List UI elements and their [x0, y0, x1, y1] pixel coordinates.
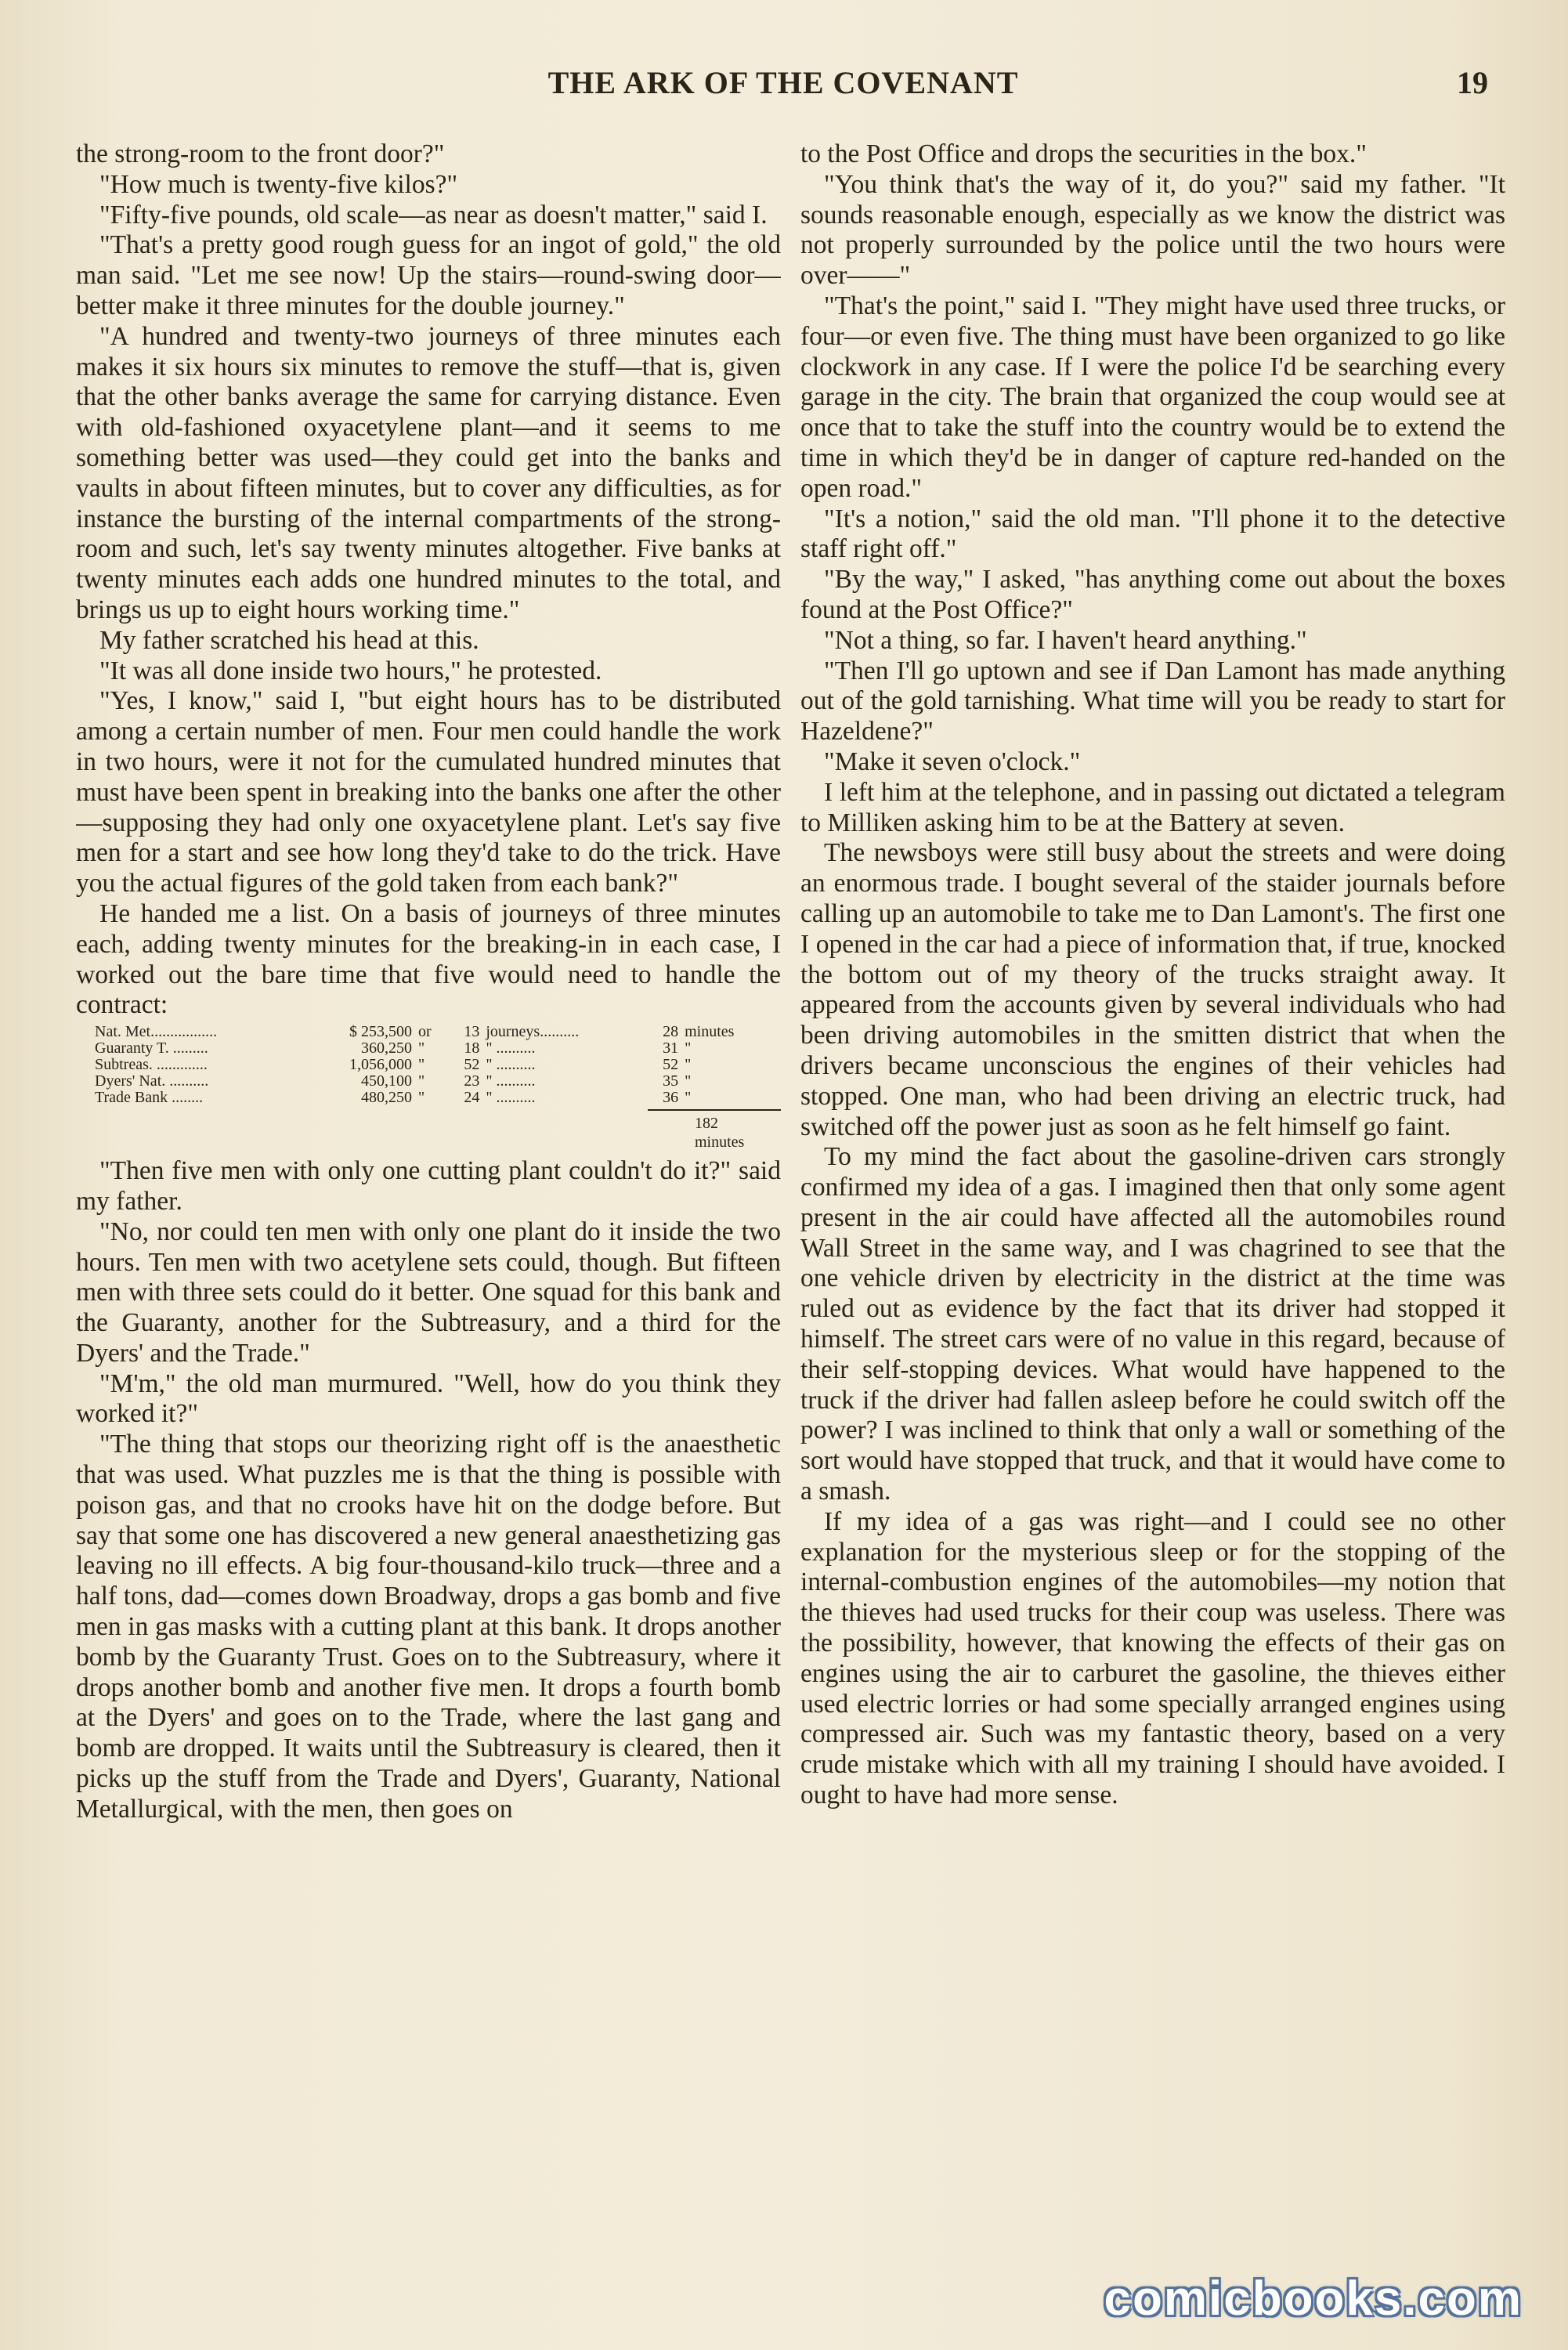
- paragraph: "It was all done inside two hours," he protested.: [99, 656, 602, 685]
- paragraph: "That's the point," said I. "They might have used three trucks, or four—or even five. The thing must have been organized to go like clockwork in any case. If I were the police I'd be searching every garage in the city. The brain that organized the coup would see at once that to take the stuff into the country would be to extend the time in which they'd be in danger of capture red-handed on the open road.": [800, 291, 1505, 503]
- paragraph: "It's a notion," said the old man. "I'll phone it to the detective staff right off.": [800, 504, 1505, 564]
- gold-amount: 480,250: [361, 1089, 413, 1107]
- paragraph: "Fifty-five pounds, old scale—as near as doesn't matter," said I.: [99, 200, 768, 230]
- bank-name: Guaranty T. .........: [95, 1039, 208, 1058]
- paragraph: "You think that's the way of it, do you?" said my father. "It sounds reasonable enough, especially as we know the district was not properly surrounded by the police until the two hours were over——": [800, 169, 1505, 291]
- journeys-unit: " ..........: [486, 1039, 536, 1058]
- paragraph: "No, nor could ten men with only one plant do it inside the two hours. Ten men with two acetylene sets could, though. But fifteen men with three sets could do it better. One squad for this bank and the Guaranty, another for the Subtreasury, and a third for the Dyers' and the Trade.": [76, 1217, 781, 1368]
- or-word: ": [418, 1089, 425, 1107]
- gold-amount: 450,100: [361, 1072, 413, 1090]
- table-row: [92, 1024, 773, 1040]
- running-title: THE ARK OF THE COVENANT: [547, 65, 1019, 100]
- paragraph: "Yes, I know," said I, "but eight hours has to be distributed among a certain number of men. Four men could handle the work in two hours, were it not for the cumulated hundred minutes that must have been spent in breaking into the banks one after the other—supposing they had only one oxyacetylene plant. Let's say five men for a start and see how long they'd take to do the trick. Have you the actual figures of the gold taken from each bank?": [76, 686, 781, 898]
- paragraph: "How much is twenty-five kilos?": [99, 169, 458, 199]
- paragraph: "That's a pretty good rough guess for an ingot of gold," the old man said. "Let me see now! Up the stairs—round-swing door—better make it three minutes for the double journey.": [76, 230, 781, 320]
- bank-name: Trade Bank ........: [95, 1089, 204, 1107]
- journeys-unit: " ..........: [486, 1089, 536, 1107]
- table-row: [92, 1057, 773, 1073]
- paragraph: "Not a thing, so far. I haven't heard anything.": [824, 625, 1307, 655]
- table-total: [76, 1109, 781, 1152]
- paragraph: If my idea of a gas was right—and I could see no other explanation for the mysterious sleep or for the stopping of the internal-combustion engines of the automobiles—my notion that the thieves had used trucks for their coup was useless. There was the possibility, however, that knowing the effects of their gas on engines using the air to carburet the gasoline, the thieves either used electric lorries or had some specially arranged engines using compressed air. Such was my fantastic theory, based on a very crude mistake which with all my training I should have avoided. I ought to have had more sense.: [800, 1506, 1505, 1810]
- minutes-unit: ": [685, 1089, 692, 1107]
- gold-amount: 1,056,000: [349, 1056, 413, 1074]
- paragraph: "M'm," the old man murmured. "Well, how do you think they worked it?": [76, 1368, 781, 1429]
- paragraph: "A hundred and twenty-two journeys of three minutes each makes it six hours six minutes to remove the stuff—that is, given that the other banks average the same for carrying distance. Even with old-fashioned oxyacetylene plant—and it seems to me something better was used—they could get into the banks and vaults in about fifteen minutes, but to cover any difficulties, as for instance the bursting of the internal compartments of the strong-room and such, let's say twenty minutes altogether. Five banks at twenty minutes each adds one hundred minutes to the total, and brings us up to eight hours working time.": [76, 321, 781, 624]
- gold-amount: 360,250: [361, 1039, 413, 1058]
- minutes-unit: ": [685, 1039, 692, 1058]
- journeys-unit: " ..........: [486, 1056, 536, 1074]
- minutes-count: 31: [663, 1039, 679, 1058]
- paragraph: the strong-room to the front door?": [76, 139, 445, 168]
- minutes-unit: ": [685, 1072, 692, 1090]
- table-row: [92, 1040, 773, 1057]
- or-word: ": [418, 1072, 425, 1090]
- bank-name: Nat. Met.................: [95, 1023, 218, 1041]
- paragraph: "Then five men with only one cutting plant couldn't do it?" said my father.: [76, 1156, 781, 1216]
- paragraph: I left him at the telephone, and in passing out dictated a telegram to Milliken asking him to be at the Battery at seven.: [800, 777, 1505, 837]
- journeys-count: 52: [464, 1056, 480, 1074]
- bank-name: Subtreas. .............: [95, 1056, 208, 1074]
- journeys-unit: journeys..........: [486, 1023, 580, 1041]
- paragraph: He handed me a list. On a basis of journeys of three minutes each, adding twenty minutes for the breaking-in in each case, I worked out the bare time that five would need to handle the contract:: [76, 898, 781, 1020]
- paragraph: The newsboys were still busy about the streets and were doing an enormous trade. I bought several of the staider journals before calling up an automobile to take me to Dan Lamont's. The first one I opened in the car had a piece of information that, if true, knocked the bottom out of my theory of the trucks straight away. It appeared from the accounts given by several individuals who had been driving automobiles in the smitten district that when the drivers became unconscious the engines of their vehicles had stopped. One man, who had been driving an electric truck, had switched off the power just as soon as he felt himself go faint.: [800, 838, 1505, 1141]
- right-column: [800, 139, 1505, 2270]
- minutes-unit: ": [685, 1056, 692, 1074]
- or-word: ": [418, 1056, 425, 1074]
- journeys-count: 13: [464, 1023, 480, 1041]
- minutes-count: 28: [663, 1023, 679, 1041]
- paragraph: "Then I'll go uptown and see if Dan Lamont has made anything out of the gold tarnishing. What time will you be ready to start for Hazeldene?": [800, 656, 1505, 747]
- paragraph: "The thing that stops our theorizing right off is the anaesthetic that was used. What puzzles me is that the thing is possible with poison gas, and that no crooks have hit on the dodge before. But say that some one has discovered a new general anaesthetizing gas leaving no ill effects. A big four-thousand-kilo truck—three and a half tons, dad—comes down Broadway, drops a gas bomb and five men in gas masks with a cutting plant at this bank. It drops another bomb by the Guaranty Trust. Goes on to the Subtreasury, where it drops another bomb and another five men. It drops a fourth bomb at the Dyers' and goes on to the Trade, where the last gang and bomb are dropped. It waits until the Subtreasury is cleared, then it picks up the stuff from the Trade and Dyers', Guaranty, National Metallurgical, with the men, then goes on: [76, 1430, 781, 1824]
- paragraph: "Make it seven o'clock.": [824, 747, 1081, 776]
- minutes-count: 52: [663, 1056, 679, 1074]
- gold-amount: $ 253,500: [349, 1023, 413, 1041]
- paragraph: "By the way," I asked, "has anything come out about the boxes found at the Post Office?": [800, 565, 1505, 624]
- or-word: or: [418, 1023, 432, 1041]
- minutes-count: 36: [663, 1089, 679, 1107]
- table-row: [92, 1090, 773, 1106]
- journeys-count: 23: [464, 1072, 480, 1090]
- journeys-count: 24: [464, 1089, 480, 1107]
- page-number: 19: [1457, 65, 1488, 100]
- paragraph: My father scratched his head at this.: [99, 625, 479, 655]
- table-total-value: 182 minutes: [648, 1109, 781, 1152]
- or-word: ": [418, 1039, 425, 1058]
- table-row: [92, 1073, 773, 1090]
- journeys-unit: " ..........: [486, 1072, 536, 1090]
- paragraph: To my mind the fact about the gasoline-driven cars strongly confirmed my idea of a gas. I imagined then that only some agent present in the air could have affected all the automobiles round Wall Street in the same way, and I was chagrined to see that the one vehicle driven by electricity in the district at the time was ruled out as evidence by the fact that its driver had stopped it himself. The street cars were of no value in this regard, because of their self-stopping devices. What would have happened to the truck if the driver had fallen asleep before he could switch off the power? I was inclined to think that only a wall or something of the sort would have stopped that truck, and that it would have come to a smash.: [800, 1142, 1505, 1506]
- minutes-count: 35: [663, 1072, 679, 1090]
- minutes-unit: minutes: [685, 1023, 735, 1041]
- journeys-count: 18: [464, 1039, 480, 1058]
- gold-figures-table: [92, 1024, 773, 1106]
- paragraph: to the Post Office and drops the securities in the box.": [800, 139, 1367, 168]
- page-header: [78, 64, 1488, 111]
- site-watermark: comicbooks.com: [1104, 2272, 1523, 2326]
- left-column: [76, 139, 781, 2270]
- bank-name: Dyers' Nat. ..........: [95, 1072, 209, 1090]
